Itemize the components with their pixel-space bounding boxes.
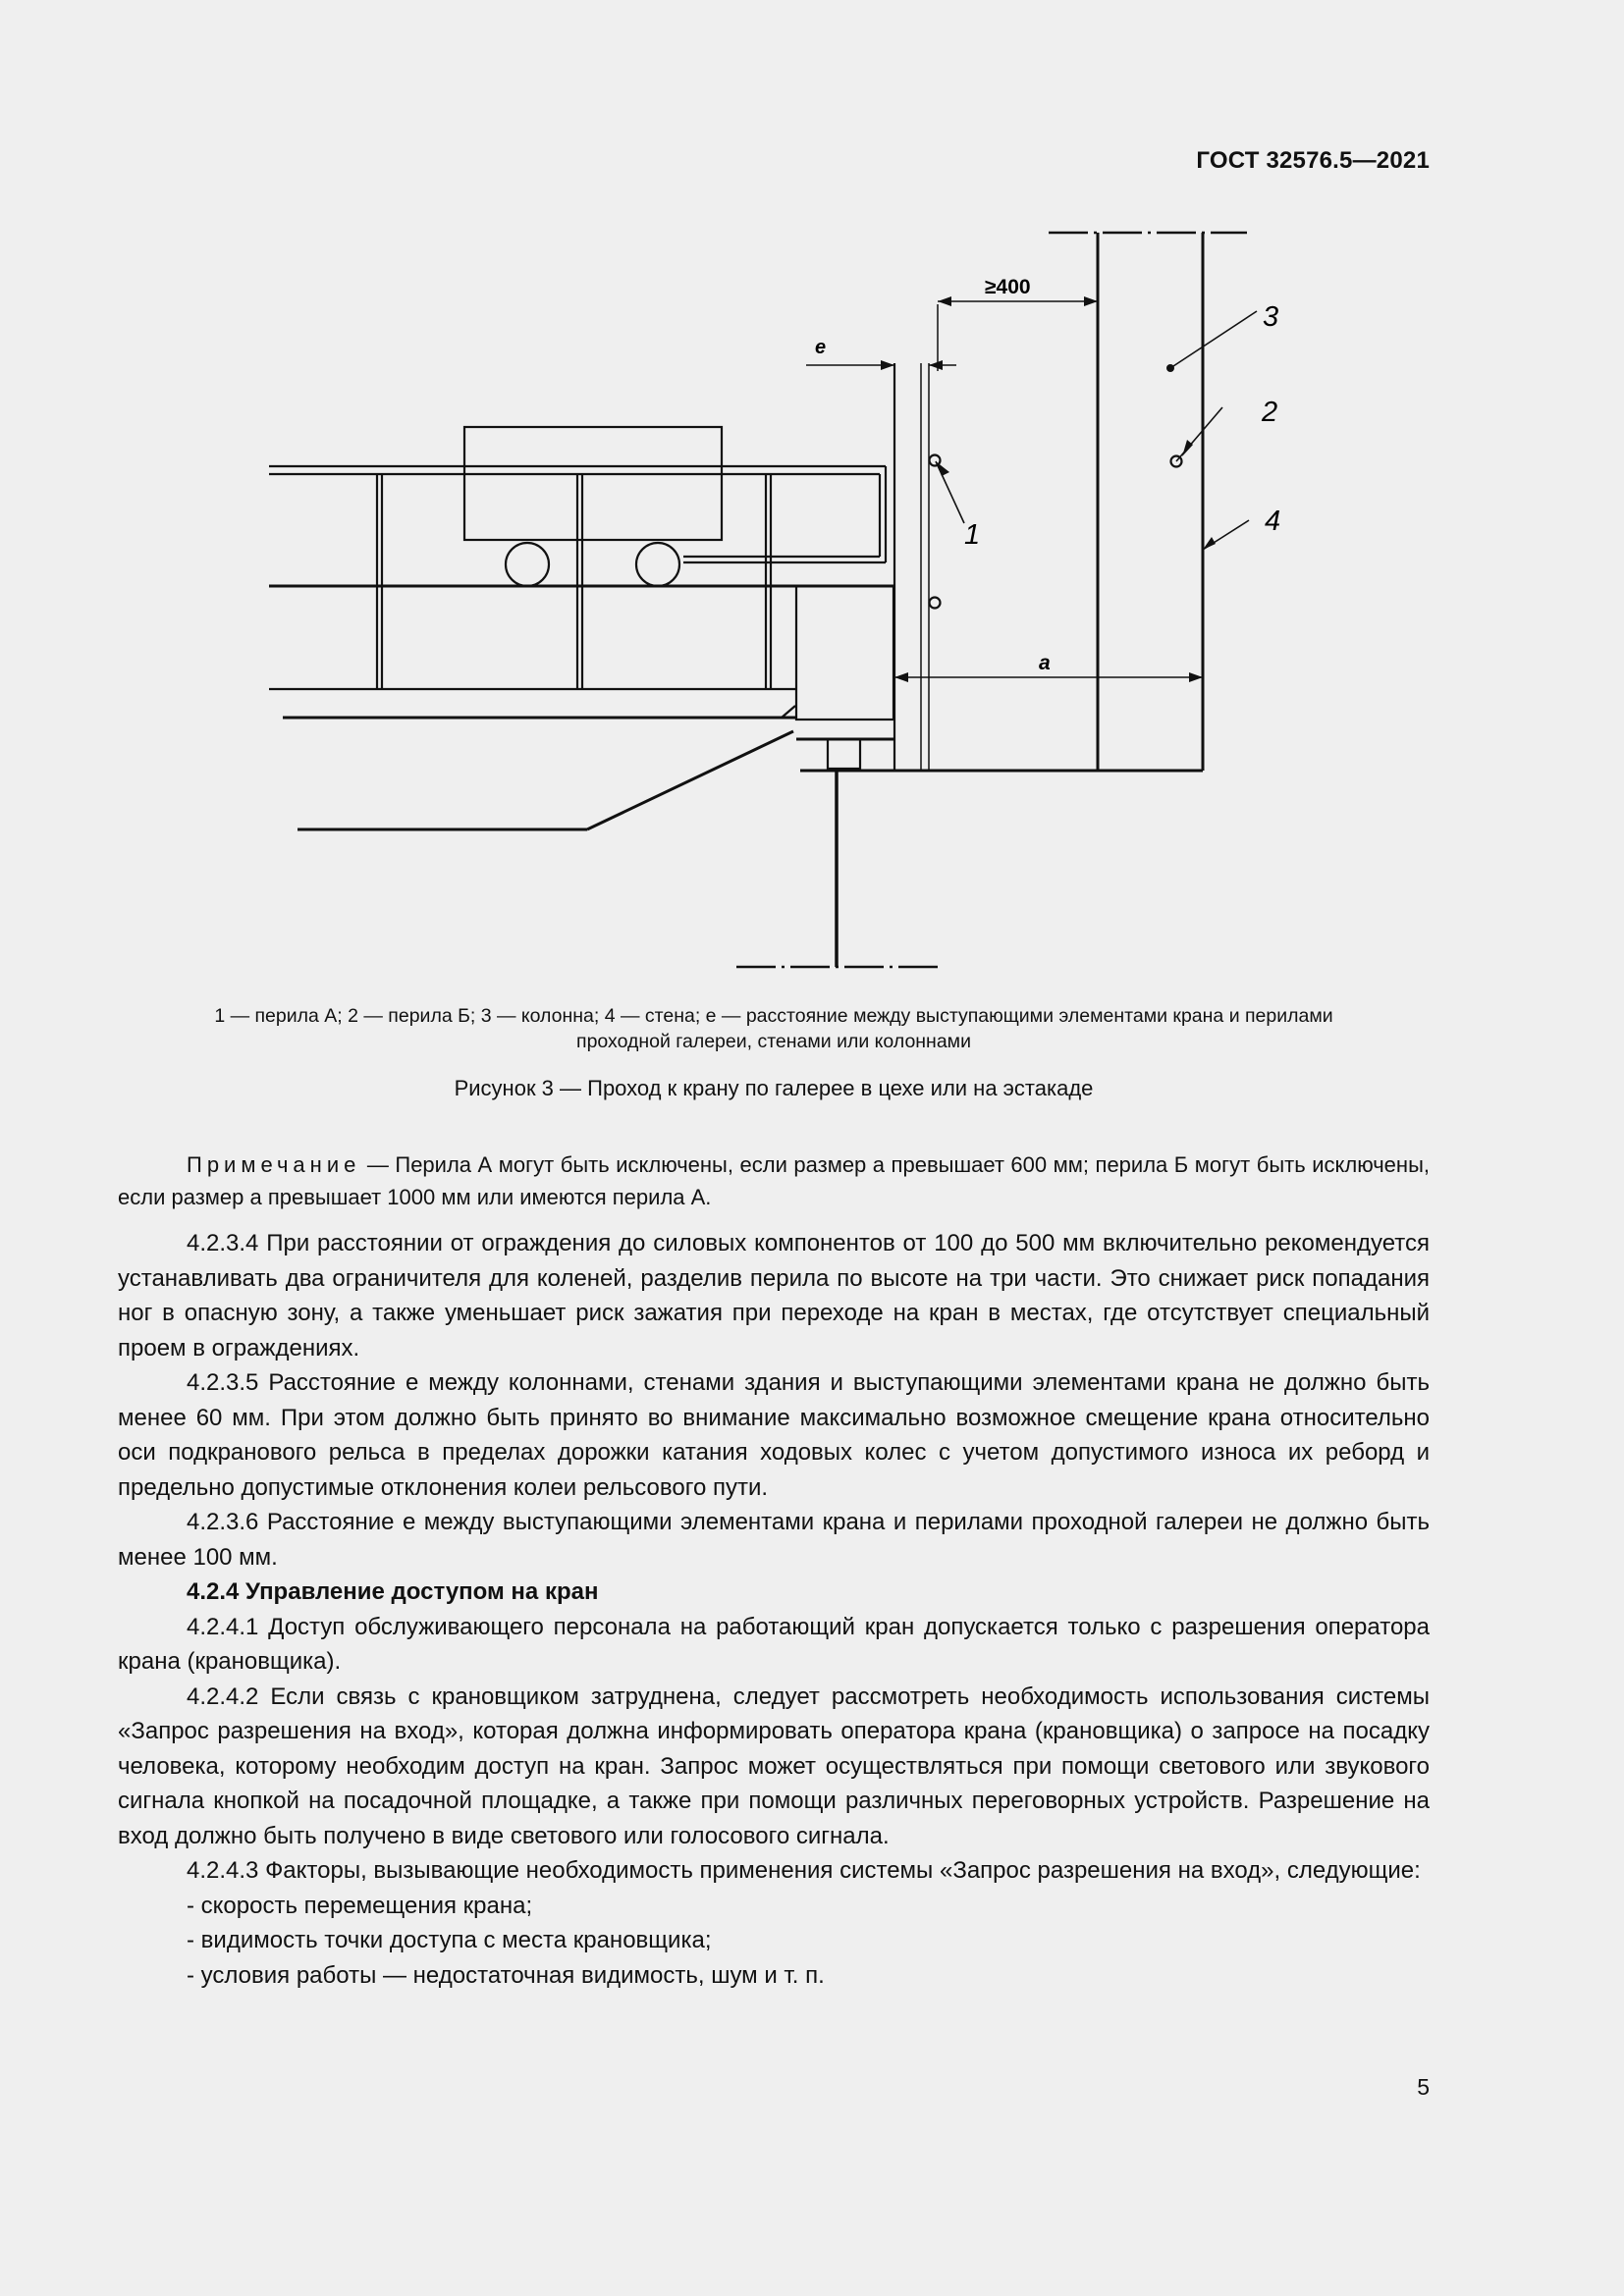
callout-2: 2 bbox=[1262, 397, 1278, 428]
dim-a-label: a bbox=[1039, 652, 1051, 674]
legend-line-1: 1 — перила А; 2 — перила Б; 3 — колонна; 4 — стена; е — расстояние между выступающими элементами крана и перилами bbox=[214, 1005, 1333, 1027]
dim-min-distance-label: ≥400 bbox=[985, 276, 1031, 298]
document-body bbox=[118, 1148, 1430, 1993]
figure-legend bbox=[118, 1003, 1430, 1054]
paragraph-4-2-4-2: 4.2.4.2 Если связь с крановщиком затруднена, следует рассмотреть необходимость использования системы «Запрос разрешения на вход», которая должна информировать оператора крана (крановщика) о запросе на посадку человека, которому необходим доступ на кран. Запрос может осуществляться при помощи светового или звукового сигнала кнопкой на посадочной площадке, а также при помощи различных переговорных устройств. Разрешение на вход должно быть получено в виде светового или голосового сигнала. bbox=[118, 1682, 1430, 1849]
list-item: - видимость точки доступа с места крановщика; bbox=[187, 1927, 712, 1953]
crane-gallery-diagram bbox=[255, 211, 1281, 996]
callout-4: 4 bbox=[1265, 506, 1281, 537]
paragraph-4-2-4-3: 4.2.4.3 Факторы, вызывающие необходимость применения системы «Запрос разрешения на вход», следующие: bbox=[187, 1857, 1421, 1884]
paragraph-4-2-3-6: 4.2.3.6 Расстояние е между выступающими элементами крана и перилами проходной галереи не должно быть менее 100 мм. bbox=[118, 1509, 1430, 1571]
section-heading-4-2-4: 4.2.4 Управление доступом на кран bbox=[187, 1578, 599, 1605]
note-paragraph bbox=[118, 1148, 1430, 1213]
note-text: — Перила А могут быть исключены, если размер а превышает 600 мм; перила Б могут быть исключены, если размер а превышает 1000 мм или имеются перила А. bbox=[118, 1152, 1430, 1209]
legend-line-2: проходной галереи, стенами или колоннами bbox=[576, 1031, 971, 1052]
paragraph-4-2-3-4: 4.2.3.4 При расстоянии от ограждения до силовых компонентов от 100 до 500 мм включительно рекомендуется устанавливать два ограничителя для коленей, разделив перила по высоте на три части. Это снижает риск попадания ног в опасную зону, а также уменьшает риск зажатия при переходе на кран в местах, где отсутствует специальный проем в ограждениях. bbox=[118, 1230, 1430, 1362]
paragraph-4-2-4-1: 4.2.4.1 Доступ обслуживающего персонала на работающий кран допускается только с разрешения оператора крана (крановщика). bbox=[118, 1613, 1430, 1675]
list-item: - скорость перемещения крана; bbox=[187, 1892, 533, 1919]
list-item: - условия работы — недостаточная видимость, шум и т. п. bbox=[187, 1961, 825, 1989]
dim-e-label: e bbox=[815, 337, 827, 358]
figure-3-drawing bbox=[255, 211, 1281, 996]
callout-3: 3 bbox=[1263, 301, 1279, 333]
callout-1: 1 bbox=[964, 519, 981, 551]
document-standard-header: ГОСТ 32576.5—2021 bbox=[1196, 147, 1430, 174]
figure-caption: Рисунок 3 — Проход к крану по галерее в цехе или на эстакаде bbox=[454, 1076, 1094, 1100]
paragraph-4-2-3-5: 4.2.3.5 Расстояние е между колоннами, стенами здания и выступающими элементами крана не должно быть менее 60 мм. При этом должно быть принято во внимание максимально возможное смещение крана относительно оси подкранового рельса в пределах дорожки катания ходовых колес с учетом допустимого износа их реборд и предельно допустимые отклонения колеи рельсового пути. bbox=[118, 1369, 1430, 1501]
note-label: Примечание bbox=[187, 1152, 361, 1177]
page-number: 5 bbox=[1417, 2074, 1430, 2100]
